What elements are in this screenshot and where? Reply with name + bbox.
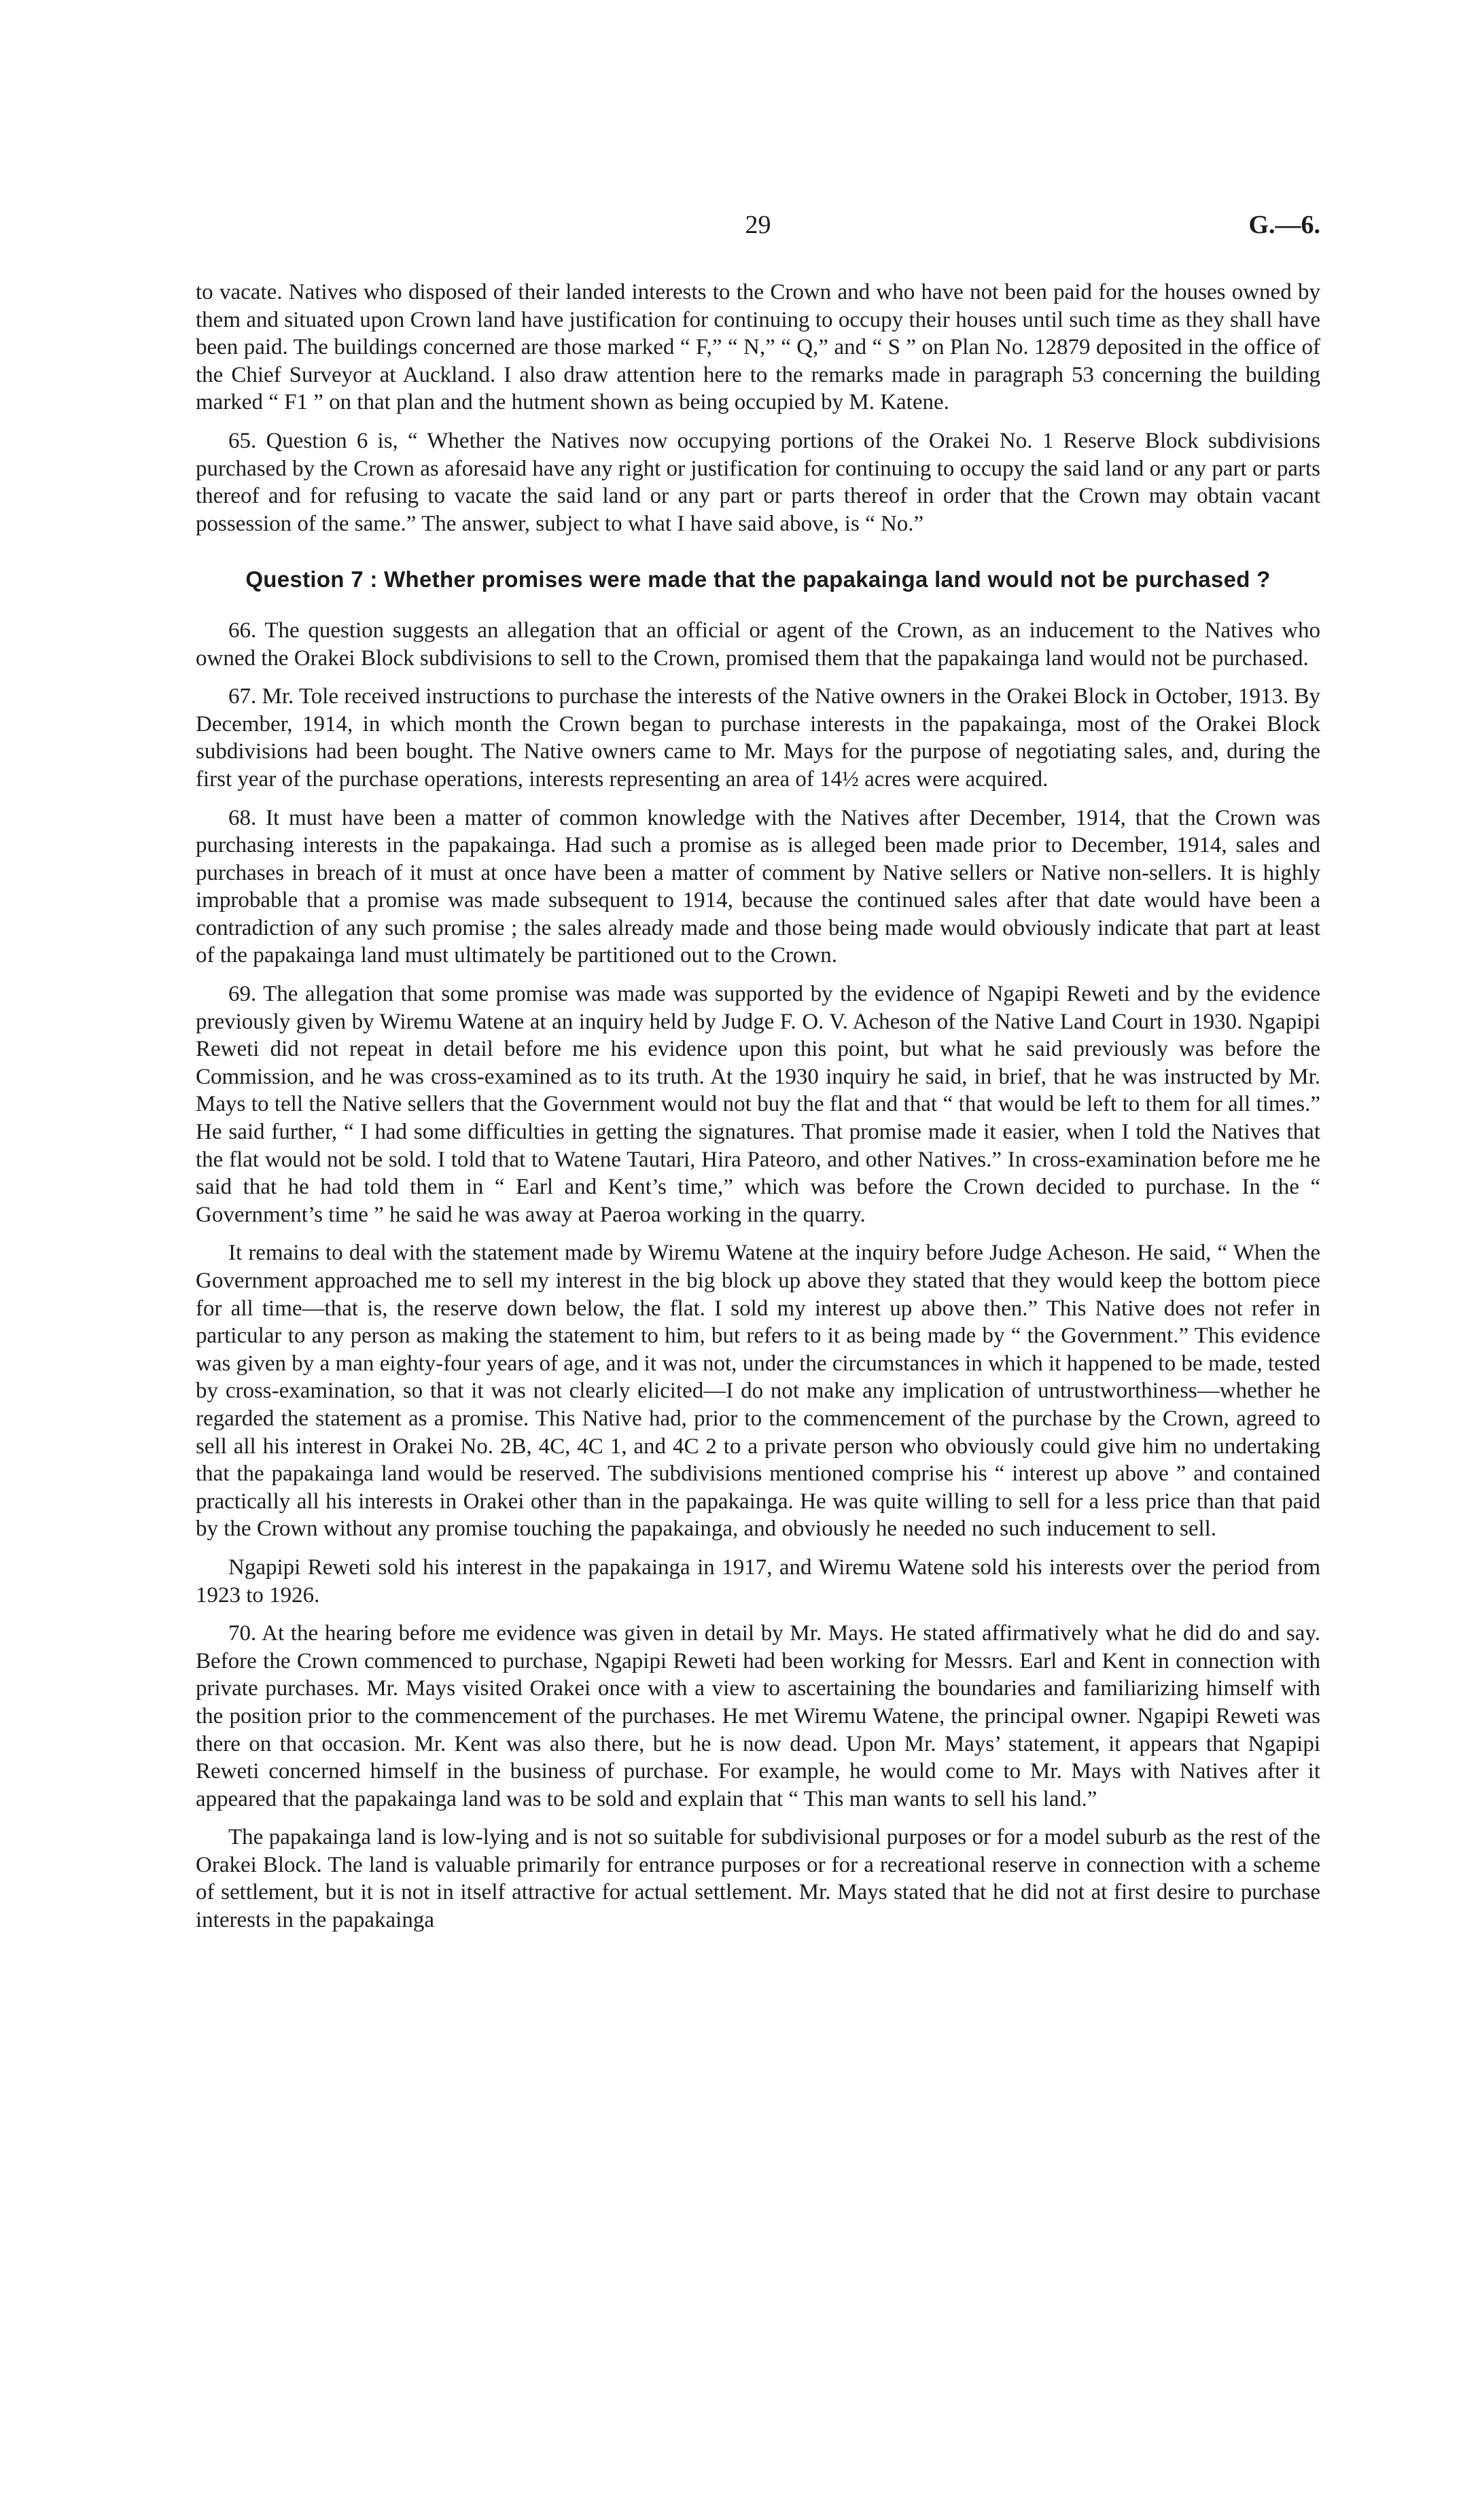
paragraph-69: 69. The allegation that some promise was made was supported by the evidence of Ngapipi Reweti and by the evidence previously given by Wiremu Watene at an inquiry held by Judge F. O. V. Acheson of the Native Land Court in 1930. Ngapipi Reweti did not repeat in detail before me his evidence upon this point, but what he said previously was before the Commission, and he was cross-examined as to its truth. At the 1930 inquiry he said, in brief, that he was instructed by Mr. Mays to tell the Native sellers that the Government would not buy the flat and that “ that would be left to them for all times.” He said further, “ I had some difficulties in getting the signatures. That promise made it easier, when I told the Natives that the flat would not be sold. I told that to Watene Tautari, Hira Pateoro, and other Natives.” In cross-examination before me he said that he had told them in “ Earl and Kent’s time,” which was before the Crown decided to purchase. In the “ Government’s time ” he said he was away at Paeroa working in the quarry.	[196, 982, 1320, 1227]
paragraph-66: 66. The question suggests an allegation that an official or agent of the Crown, as an inducement to the Natives who owned the Orakei Block subdivisions to sell to the Crown, promised them that the papakainga land would not be purchased.	[196, 618, 1320, 671]
page-header	[196, 207, 1320, 248]
section-heading-question-7: Question 7 : Whether promises were made that the papakainga land would not be purchased ?	[245, 567, 1271, 592]
paragraph-70: 70. At the hearing before me evidence was given in detail by Mr. Mays. He stated affirmatively what he did do and say. Before the Crown commenced to purchase, Ngapipi Reweti had been working for Messrs. Earl and Kent in connection with private purchases. Mr. Mays visited Orakei once with a view to ascertaining the boundaries and familiarizing himself with the position prior to the commencement of the purchases. He met Wiremu Watene, the principal owner. Ngapipi Reweti was there on that occasion. Mr. Kent was also there, but he is now dead. Upon Mr. Mays’ statement, it appears that Ngapipi Reweti concerned himself in the business of purchase. For example, he would come to Mr. Mays with Natives after it appeared that the papakainga land was to be sold and explain that “ This man wants to sell his land.”	[196, 1621, 1320, 1811]
paragraph-69-sales: Ngapipi Reweti sold his interest in the papakainga in 1917, and Wiremu Watene sold his interests over the period from 1923 to 1926.	[196, 1555, 1320, 1608]
document-code: G.—6.	[1248, 211, 1320, 239]
paragraph-69-watene: It remains to deal with the statement made by Wiremu Watene at the inquiry before Judge Acheson. He said, “ When the Government approached me to sell my interest in the big block up above they stated that they would keep the bottom piece for all time—that is, the reserve down below, the flat. I sold my interest up above then.” This Native does not refer in particular to any person as making the statement to him, but refers to it as being made by “ the Government.” This evidence was given by a man eighty-four years of age, and it was not, under the circumstances in which it happened to be made, tested by cross-examination, so that it was not clearly elicited—I do not make any implication of untrustworthiness—whether he regarded the statement as a promise. This Native had, prior to the commencement of the purchase by the Crown, agreed to sell all his interest in Orakei No. 2B, 4C, 4C 1, and 4C 2 to a private person who obviously could give him no undertaking that the papakainga land would be reserved. The subdivisions mentioned comprise his “ interest up above ” and contained practically all his interests in Orakei other than in the papakainga. He was quite willing to sell for a less price than that paid by the Crown without any promise touching the papakainga, and obviously he needed no such inducement to sell.	[196, 1241, 1320, 1542]
page-number: 29	[745, 211, 771, 239]
paragraph-67: 67. Mr. Tole received instructions to purchase the interests of the Native owners in the Orakei Block in October, 1913. By December, 1914, in which month the Crown began to purchase interests in the papakainga, most of the Orakei Block subdivisions had been bought. The Native owners came to Mr. Mays for the purpose of negotiating sales, and, during the first year of the purchase operations, interests representing an area of 14½ acres were acquired.	[196, 684, 1320, 792]
paragraph-70-papakainga: The papakainga land is low-lying and is not so suitable for subdivisional purposes or for a model suburb as the rest of the Orakei Block. The land is valuable primarily for entrance purposes or for a recreational reserve in connection with a scheme of settlement, but it is not in itself attractive for actual settlement. Mr. Mays stated that he did not at first desire to purchase interests in the papakainga	[196, 1825, 1320, 1933]
paragraph-68: 68. It must have been a matter of common knowledge with the Natives after December, 1914, that the Crown was purchasing interests in the papakainga. Had such a promise as is alleged been made prior to December, 1914, sales and purchases in breach of it must at once have been a matter of comment by Native sellers or Native non-sellers. It is highly improbable that a promise was made subsequent to 1914, because the continued sales after that date would have been a contradiction of any such promise ; the sales already made and those being made would obviously indicate that part at least of the papakainga land must ultimately be partitioned out to the Crown.	[196, 805, 1320, 968]
document-body	[196, 279, 1320, 1945]
paragraph-64-continued: to vacate. Natives who disposed of their landed interests to the Crown and who have not been paid for the houses owned by them and situated upon Crown land have justification for continuing to occupy their houses until such time as they shall have been paid. The buildings concerned are those marked “ F,” “ N,” “ Q,” and “ S ” on Plan No. 12879 deposited in the office of the Chief Surveyor at Auckland. I also draw attention here to the remarks made in paragraph 53 concerning the building marked “ F1 ” on that plan and the hutment shown as being occupied by M. Katene.	[196, 280, 1320, 415]
paragraph-65: 65. Question 6 is, “ Whether the Natives now occupying portions of the Orakei No. 1 Reserve Block subdivisions purchased by the Crown as aforesaid have any right or justification for continuing to occupy the said land or any part or parts thereof and for refusing to vacate the said land or any part or parts thereof in order that the Crown may obtain vacant possession of the same.” The answer, subject to what I have said above, is “ No.”	[196, 428, 1320, 536]
